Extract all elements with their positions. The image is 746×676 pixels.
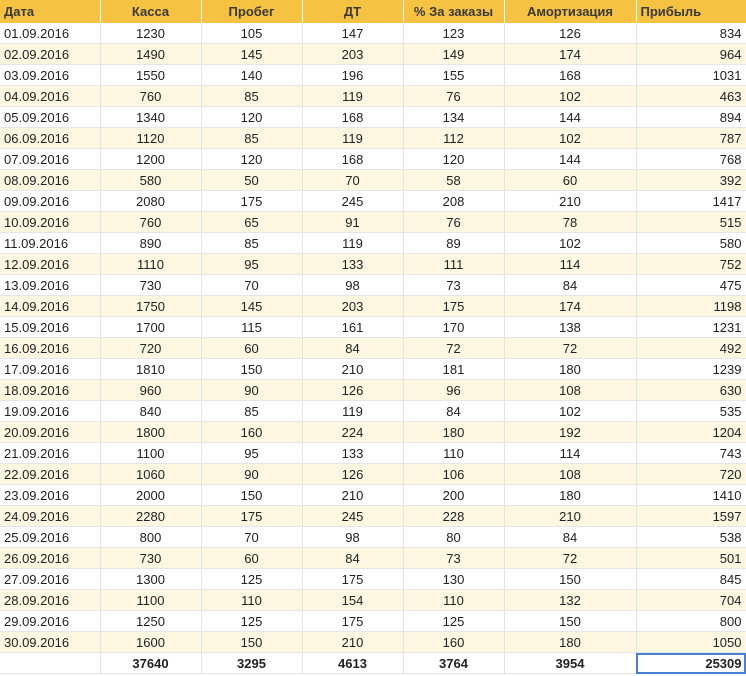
cell-depreciation[interactable]: 168 [504, 65, 636, 86]
table-row [0, 401, 746, 422]
table-row [0, 212, 746, 233]
cell-order-percent[interactable]: 123 [403, 23, 504, 44]
cell-mileage[interactable]: 120 [201, 149, 302, 170]
cell-cash[interactable]: 960 [100, 380, 201, 401]
cell-fuel[interactable]: 147 [302, 23, 403, 44]
cell-date[interactable]: 03.09.2016 [0, 65, 100, 86]
cell-fuel[interactable]: 119 [302, 86, 403, 107]
cell-date[interactable]: 04.09.2016 [0, 86, 100, 107]
table-row [0, 233, 746, 254]
cell-order-percent[interactable]: 96 [403, 380, 504, 401]
cell-profit[interactable]: 720 [636, 464, 746, 485]
cell-profit[interactable]: 768 [636, 149, 746, 170]
cell-fuel[interactable]: 245 [302, 506, 403, 527]
cell-fuel[interactable]: 119 [302, 128, 403, 149]
cell-cash[interactable]: 730 [100, 548, 201, 569]
cell-depreciation[interactable]: 144 [504, 149, 636, 170]
table-row [0, 464, 746, 485]
cell-cash[interactable]: 580 [100, 170, 201, 191]
cell-date[interactable]: 24.09.2016 [0, 506, 100, 527]
cell-depreciation[interactable]: 174 [504, 296, 636, 317]
table-row [0, 170, 746, 191]
header-row [0, 0, 746, 23]
cell-date[interactable]: 22.09.2016 [0, 464, 100, 485]
cell-date[interactable]: 01.09.2016 [0, 23, 100, 44]
cell-depreciation[interactable]: 78 [504, 212, 636, 233]
cell-cash[interactable]: 760 [100, 212, 201, 233]
cell-profit[interactable]: 834 [636, 23, 746, 44]
cell-order-percent[interactable]: 175 [403, 296, 504, 317]
cell-cash[interactable]: 1110 [100, 254, 201, 275]
cell-date[interactable]: 30.09.2016 [0, 632, 100, 653]
cell-order-percent[interactable]: 149 [403, 44, 504, 65]
cell-cash[interactable]: 1300 [100, 569, 201, 590]
table-row [0, 86, 746, 107]
cell-profit[interactable]: 501 [636, 548, 746, 569]
cell-mileage[interactable]: 90 [201, 380, 302, 401]
cell-profit[interactable]: 492 [636, 338, 746, 359]
cell-cash[interactable]: 1490 [100, 44, 201, 65]
table-row [0, 23, 746, 44]
cell-date[interactable]: 13.09.2016 [0, 275, 100, 296]
cell-profit[interactable]: 845 [636, 569, 746, 590]
header-cash[interactable]: Касса [100, 0, 201, 23]
cell-depreciation[interactable]: 102 [504, 233, 636, 254]
cell-depreciation[interactable]: 114 [504, 254, 636, 275]
cell-fuel[interactable]: 210 [302, 485, 403, 506]
cell-profit[interactable]: 1050 [636, 632, 746, 653]
table-row [0, 317, 746, 338]
cell-date[interactable]: 08.09.2016 [0, 170, 100, 191]
cell-profit[interactable]: 752 [636, 254, 746, 275]
cell-depreciation[interactable]: 114 [504, 443, 636, 464]
cell-date[interactable]: 06.09.2016 [0, 128, 100, 149]
cell-fuel[interactable]: 98 [302, 527, 403, 548]
cell-date[interactable]: 21.09.2016 [0, 443, 100, 464]
cell-order-percent[interactable]: 111 [403, 254, 504, 275]
cell-cash[interactable]: 1600 [100, 632, 201, 653]
total-cell-date[interactable] [0, 653, 100, 674]
cell-depreciation[interactable]: 144 [504, 107, 636, 128]
table-row [0, 422, 746, 443]
cell-profit[interactable]: 630 [636, 380, 746, 401]
cell-fuel[interactable]: 245 [302, 191, 403, 212]
header-order-percent[interactable]: % За заказы [403, 0, 504, 23]
cell-cash[interactable]: 1250 [100, 611, 201, 632]
table-row [0, 527, 746, 548]
cell-depreciation[interactable]: 60 [504, 170, 636, 191]
cell-profit[interactable]: 580 [636, 233, 746, 254]
cell-profit[interactable]: 1597 [636, 506, 746, 527]
cell-order-percent[interactable]: 76 [403, 212, 504, 233]
cell-depreciation[interactable]: 126 [504, 23, 636, 44]
cell-cash[interactable]: 2080 [100, 191, 201, 212]
cell-fuel[interactable]: 161 [302, 317, 403, 338]
cell-fuel[interactable]: 70 [302, 170, 403, 191]
cell-cash[interactable]: 1100 [100, 443, 201, 464]
cell-mileage[interactable]: 150 [201, 359, 302, 380]
cell-cash[interactable]: 840 [100, 401, 201, 422]
cell-mileage[interactable]: 160 [201, 422, 302, 443]
cell-mileage[interactable]: 140 [201, 65, 302, 86]
cell-mileage[interactable]: 85 [201, 233, 302, 254]
cell-date[interactable]: 09.09.2016 [0, 191, 100, 212]
cell-date[interactable]: 10.09.2016 [0, 212, 100, 233]
cell-cash[interactable]: 1340 [100, 107, 201, 128]
table-row [0, 380, 746, 401]
cell-fuel[interactable]: 119 [302, 401, 403, 422]
cell-mileage[interactable]: 145 [201, 296, 302, 317]
cell-fuel[interactable]: 126 [302, 380, 403, 401]
cell-cash[interactable]: 2000 [100, 485, 201, 506]
cell-depreciation[interactable]: 84 [504, 527, 636, 548]
cell-fuel[interactable]: 168 [302, 107, 403, 128]
cell-mileage[interactable]: 150 [201, 632, 302, 653]
totals-row [0, 653, 746, 674]
cell-mileage[interactable]: 50 [201, 170, 302, 191]
table-row [0, 338, 746, 359]
cell-cash[interactable]: 1100 [100, 590, 201, 611]
cell-depreciation[interactable]: 72 [504, 338, 636, 359]
cell-cash[interactable]: 1200 [100, 149, 201, 170]
cell-mileage[interactable]: 60 [201, 338, 302, 359]
header-profit[interactable]: Прибыль [636, 0, 746, 23]
cell-order-percent[interactable]: 73 [403, 548, 504, 569]
cell-date[interactable]: 25.09.2016 [0, 527, 100, 548]
cell-date[interactable]: 18.09.2016 [0, 380, 100, 401]
cell-cash[interactable]: 1550 [100, 65, 201, 86]
cell-depreciation[interactable]: 174 [504, 44, 636, 65]
cell-order-percent[interactable]: 160 [403, 632, 504, 653]
cell-mileage[interactable]: 85 [201, 86, 302, 107]
total-cell-depreciation[interactable]: 3954 [504, 653, 636, 674]
cell-date[interactable]: 16.09.2016 [0, 338, 100, 359]
cell-depreciation[interactable]: 150 [504, 569, 636, 590]
cell-depreciation[interactable]: 108 [504, 464, 636, 485]
table-row [0, 296, 746, 317]
header-depreciation[interactable]: Амортизация [504, 0, 636, 23]
cell-cash[interactable]: 1800 [100, 422, 201, 443]
table-row [0, 443, 746, 464]
cell-order-percent[interactable]: 58 [403, 170, 504, 191]
cell-depreciation[interactable]: 84 [504, 275, 636, 296]
cell-depreciation[interactable]: 150 [504, 611, 636, 632]
cell-depreciation[interactable]: 180 [504, 359, 636, 380]
cell-cash[interactable]: 1750 [100, 296, 201, 317]
cell-date[interactable]: 28.09.2016 [0, 590, 100, 611]
cell-order-percent[interactable]: 181 [403, 359, 504, 380]
cell-date[interactable]: 17.09.2016 [0, 359, 100, 380]
cell-fuel[interactable]: 210 [302, 359, 403, 380]
cell-order-percent[interactable]: 80 [403, 527, 504, 548]
cell-depreciation[interactable]: 210 [504, 191, 636, 212]
cell-order-percent[interactable]: 73 [403, 275, 504, 296]
cell-fuel[interactable]: 224 [302, 422, 403, 443]
cell-cash[interactable]: 800 [100, 527, 201, 548]
cell-order-percent[interactable]: 125 [403, 611, 504, 632]
table-row [0, 485, 746, 506]
cell-date[interactable]: 23.09.2016 [0, 485, 100, 506]
cell-order-percent[interactable]: 155 [403, 65, 504, 86]
cell-cash[interactable]: 760 [100, 86, 201, 107]
cell-depreciation[interactable]: 192 [504, 422, 636, 443]
cell-order-percent[interactable]: 89 [403, 233, 504, 254]
cell-cash[interactable]: 720 [100, 338, 201, 359]
cell-mileage[interactable]: 70 [201, 275, 302, 296]
cell-profit[interactable]: 800 [636, 611, 746, 632]
cell-depreciation[interactable]: 138 [504, 317, 636, 338]
header-date[interactable]: Дата [0, 0, 100, 23]
cell-mileage[interactable]: 105 [201, 23, 302, 44]
cell-date[interactable]: 19.09.2016 [0, 401, 100, 422]
cell-profit[interactable]: 1410 [636, 485, 746, 506]
cell-mileage[interactable]: 125 [201, 611, 302, 632]
cell-profit[interactable]: 1417 [636, 191, 746, 212]
cell-fuel[interactable]: 196 [302, 65, 403, 86]
table-row [0, 569, 746, 590]
cell-depreciation[interactable]: 180 [504, 485, 636, 506]
cell-fuel[interactable]: 133 [302, 443, 403, 464]
cell-depreciation[interactable]: 132 [504, 590, 636, 611]
total-cell-cash[interactable]: 37640 [100, 653, 201, 674]
cell-profit[interactable]: 704 [636, 590, 746, 611]
cell-profit[interactable]: 1204 [636, 422, 746, 443]
cell-mileage[interactable]: 150 [201, 485, 302, 506]
cell-date[interactable]: 20.09.2016 [0, 422, 100, 443]
cell-mileage[interactable]: 85 [201, 128, 302, 149]
cell-date[interactable]: 14.09.2016 [0, 296, 100, 317]
cell-order-percent[interactable]: 110 [403, 443, 504, 464]
cell-profit[interactable]: 475 [636, 275, 746, 296]
cell-profit[interactable]: 964 [636, 44, 746, 65]
cell-mileage[interactable]: 145 [201, 44, 302, 65]
cell-fuel[interactable]: 84 [302, 548, 403, 569]
cell-cash[interactable]: 1060 [100, 464, 201, 485]
cell-cash[interactable]: 1230 [100, 23, 201, 44]
cell-mileage[interactable]: 95 [201, 254, 302, 275]
cell-cash[interactable]: 1120 [100, 128, 201, 149]
cell-profit[interactable]: 515 [636, 212, 746, 233]
table-row [0, 149, 746, 170]
cell-fuel[interactable]: 133 [302, 254, 403, 275]
cell-order-percent[interactable]: 110 [403, 590, 504, 611]
cell-mileage[interactable]: 120 [201, 107, 302, 128]
cell-depreciation[interactable]: 108 [504, 380, 636, 401]
cell-order-percent[interactable]: 72 [403, 338, 504, 359]
cell-cash[interactable]: 1700 [100, 317, 201, 338]
cell-fuel[interactable]: 203 [302, 296, 403, 317]
cell-fuel[interactable]: 168 [302, 149, 403, 170]
cell-date[interactable]: 02.09.2016 [0, 44, 100, 65]
cell-order-percent[interactable]: 180 [403, 422, 504, 443]
cell-mileage[interactable]: 115 [201, 317, 302, 338]
cell-fuel[interactable]: 84 [302, 338, 403, 359]
cell-profit[interactable]: 1231 [636, 317, 746, 338]
cell-depreciation[interactable]: 102 [504, 401, 636, 422]
cell-depreciation[interactable]: 210 [504, 506, 636, 527]
cell-mileage[interactable]: 110 [201, 590, 302, 611]
cell-mileage[interactable]: 65 [201, 212, 302, 233]
cell-date[interactable]: 26.09.2016 [0, 548, 100, 569]
cell-date[interactable]: 15.09.2016 [0, 317, 100, 338]
cell-order-percent[interactable]: 170 [403, 317, 504, 338]
cell-cash[interactable]: 1810 [100, 359, 201, 380]
table-row [0, 359, 746, 380]
total-cell-mileage[interactable]: 3295 [201, 653, 302, 674]
cell-depreciation[interactable]: 102 [504, 86, 636, 107]
cell-date[interactable]: 27.09.2016 [0, 569, 100, 590]
table-row [0, 191, 746, 212]
cell-mileage[interactable]: 60 [201, 548, 302, 569]
cell-fuel[interactable]: 203 [302, 44, 403, 65]
cell-profit[interactable]: 1031 [636, 65, 746, 86]
cell-fuel[interactable]: 175 [302, 569, 403, 590]
cell-mileage[interactable]: 90 [201, 464, 302, 485]
table-row [0, 275, 746, 296]
cell-fuel[interactable]: 98 [302, 275, 403, 296]
table-row [0, 590, 746, 611]
cell-profit[interactable]: 538 [636, 527, 746, 548]
cell-date[interactable]: 11.09.2016 [0, 233, 100, 254]
cell-date[interactable]: 29.09.2016 [0, 611, 100, 632]
cell-depreciation[interactable]: 72 [504, 548, 636, 569]
table-row [0, 254, 746, 275]
cell-cash[interactable]: 730 [100, 275, 201, 296]
cell-depreciation[interactable]: 180 [504, 632, 636, 653]
cell-order-percent[interactable]: 228 [403, 506, 504, 527]
total-cell-order-percent[interactable]: 3764 [403, 653, 504, 674]
table-row [0, 44, 746, 65]
cell-fuel[interactable]: 175 [302, 611, 403, 632]
cell-profit[interactable]: 1198 [636, 296, 746, 317]
cell-order-percent[interactable]: 120 [403, 149, 504, 170]
total-cell-profit-selected[interactable]: 25309 [636, 653, 746, 674]
table-row [0, 107, 746, 128]
cell-fuel[interactable]: 126 [302, 464, 403, 485]
cell-profit[interactable]: 787 [636, 128, 746, 149]
cell-depreciation[interactable]: 102 [504, 128, 636, 149]
cell-mileage[interactable]: 175 [201, 191, 302, 212]
cell-mileage[interactable]: 125 [201, 569, 302, 590]
cell-mileage[interactable]: 85 [201, 401, 302, 422]
cell-profit[interactable]: 535 [636, 401, 746, 422]
cell-order-percent[interactable]: 134 [403, 107, 504, 128]
total-cell-fuel[interactable]: 4613 [302, 653, 403, 674]
cell-mileage[interactable]: 95 [201, 443, 302, 464]
header-mileage[interactable]: Пробег [201, 0, 302, 23]
cell-fuel[interactable]: 210 [302, 632, 403, 653]
header-fuel[interactable]: ДТ [302, 0, 403, 23]
cell-profit[interactable]: 743 [636, 443, 746, 464]
cell-order-percent[interactable]: 112 [403, 128, 504, 149]
table-row [0, 632, 746, 653]
table-row [0, 611, 746, 632]
cell-order-percent[interactable]: 106 [403, 464, 504, 485]
cell-profit[interactable]: 894 [636, 107, 746, 128]
cell-date[interactable]: 07.09.2016 [0, 149, 100, 170]
cell-fuel[interactable]: 119 [302, 233, 403, 254]
cell-profit[interactable]: 1239 [636, 359, 746, 380]
cell-profit[interactable]: 392 [636, 170, 746, 191]
cell-order-percent[interactable]: 76 [403, 86, 504, 107]
table-row [0, 548, 746, 569]
cell-cash[interactable]: 2280 [100, 506, 201, 527]
cell-mileage[interactable]: 175 [201, 506, 302, 527]
table-row [0, 506, 746, 527]
cell-fuel[interactable]: 91 [302, 212, 403, 233]
table-row [0, 128, 746, 149]
cell-fuel[interactable]: 154 [302, 590, 403, 611]
cell-order-percent[interactable]: 208 [403, 191, 504, 212]
cell-mileage[interactable]: 70 [201, 527, 302, 548]
cell-profit[interactable]: 463 [636, 86, 746, 107]
cell-date[interactable]: 12.09.2016 [0, 254, 100, 275]
cell-order-percent[interactable]: 200 [403, 485, 504, 506]
cell-order-percent[interactable]: 84 [403, 401, 504, 422]
cell-cash[interactable]: 890 [100, 233, 201, 254]
cell-order-percent[interactable]: 130 [403, 569, 504, 590]
table-row [0, 65, 746, 86]
cell-date[interactable]: 05.09.2016 [0, 107, 100, 128]
